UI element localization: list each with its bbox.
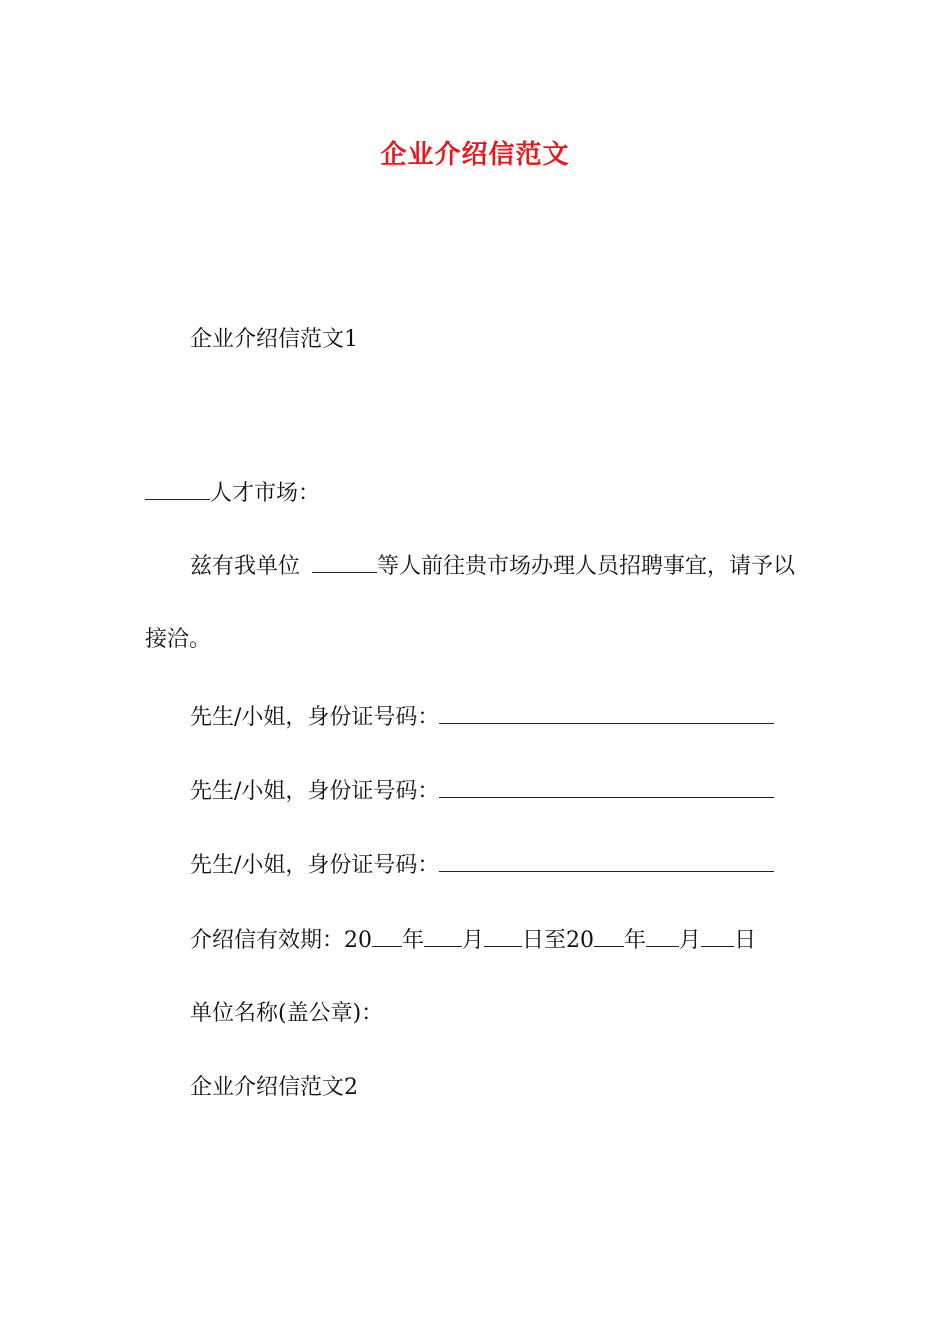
end-day-blank: [701, 924, 734, 947]
year-label-1: 年: [402, 928, 425, 953]
document-title: 企业介绍信范文: [380, 140, 570, 170]
person-line-1: [190, 701, 774, 733]
sample2-heading: 企业介绍信范文2: [190, 1075, 358, 1100]
body-line-1: [190, 550, 795, 582]
validity-line: [190, 924, 756, 956]
day-label-2: 日: [734, 928, 757, 953]
end-year-blank: [594, 924, 624, 947]
validity-label: 介绍信有效期：20: [190, 928, 372, 953]
recipient-line: [145, 477, 320, 509]
day-to-label: 日至20: [522, 928, 595, 953]
start-year-blank: [372, 924, 402, 947]
person-label: 先生/小姐，身份证号码：: [190, 779, 440, 804]
recipient-blank: [145, 477, 210, 500]
person-label: 先生/小姐，身份证号码：: [190, 853, 440, 878]
unit-name-line: 单位名称(盖公章)：: [190, 1001, 384, 1026]
end-month-blank: [646, 924, 679, 947]
id-number-blank: [439, 775, 774, 798]
year-label-2: 年: [624, 928, 647, 953]
recipient-suffix: 人才市场：: [210, 481, 321, 506]
start-day-blank: [484, 924, 522, 947]
month-label-2: 月: [679, 928, 702, 953]
person-line-2: [190, 775, 774, 807]
month-label-1: 月: [462, 928, 485, 953]
person-label: 先生/小姐，身份证号码：: [190, 705, 440, 730]
body-line1-suffix: 等人前往贵市场办理人员招聘事宜，请予以: [377, 554, 796, 579]
id-number-blank: [439, 701, 774, 724]
id-number-blank: [439, 849, 774, 872]
body-line-2: 接洽。: [145, 627, 212, 652]
person-line-3: [190, 849, 774, 881]
body-line1-prefix: 兹有我单位: [190, 554, 301, 579]
staff-name-blank: [312, 550, 377, 573]
start-month-blank: [424, 924, 462, 947]
sample1-heading: 企业介绍信范文1: [190, 327, 358, 352]
